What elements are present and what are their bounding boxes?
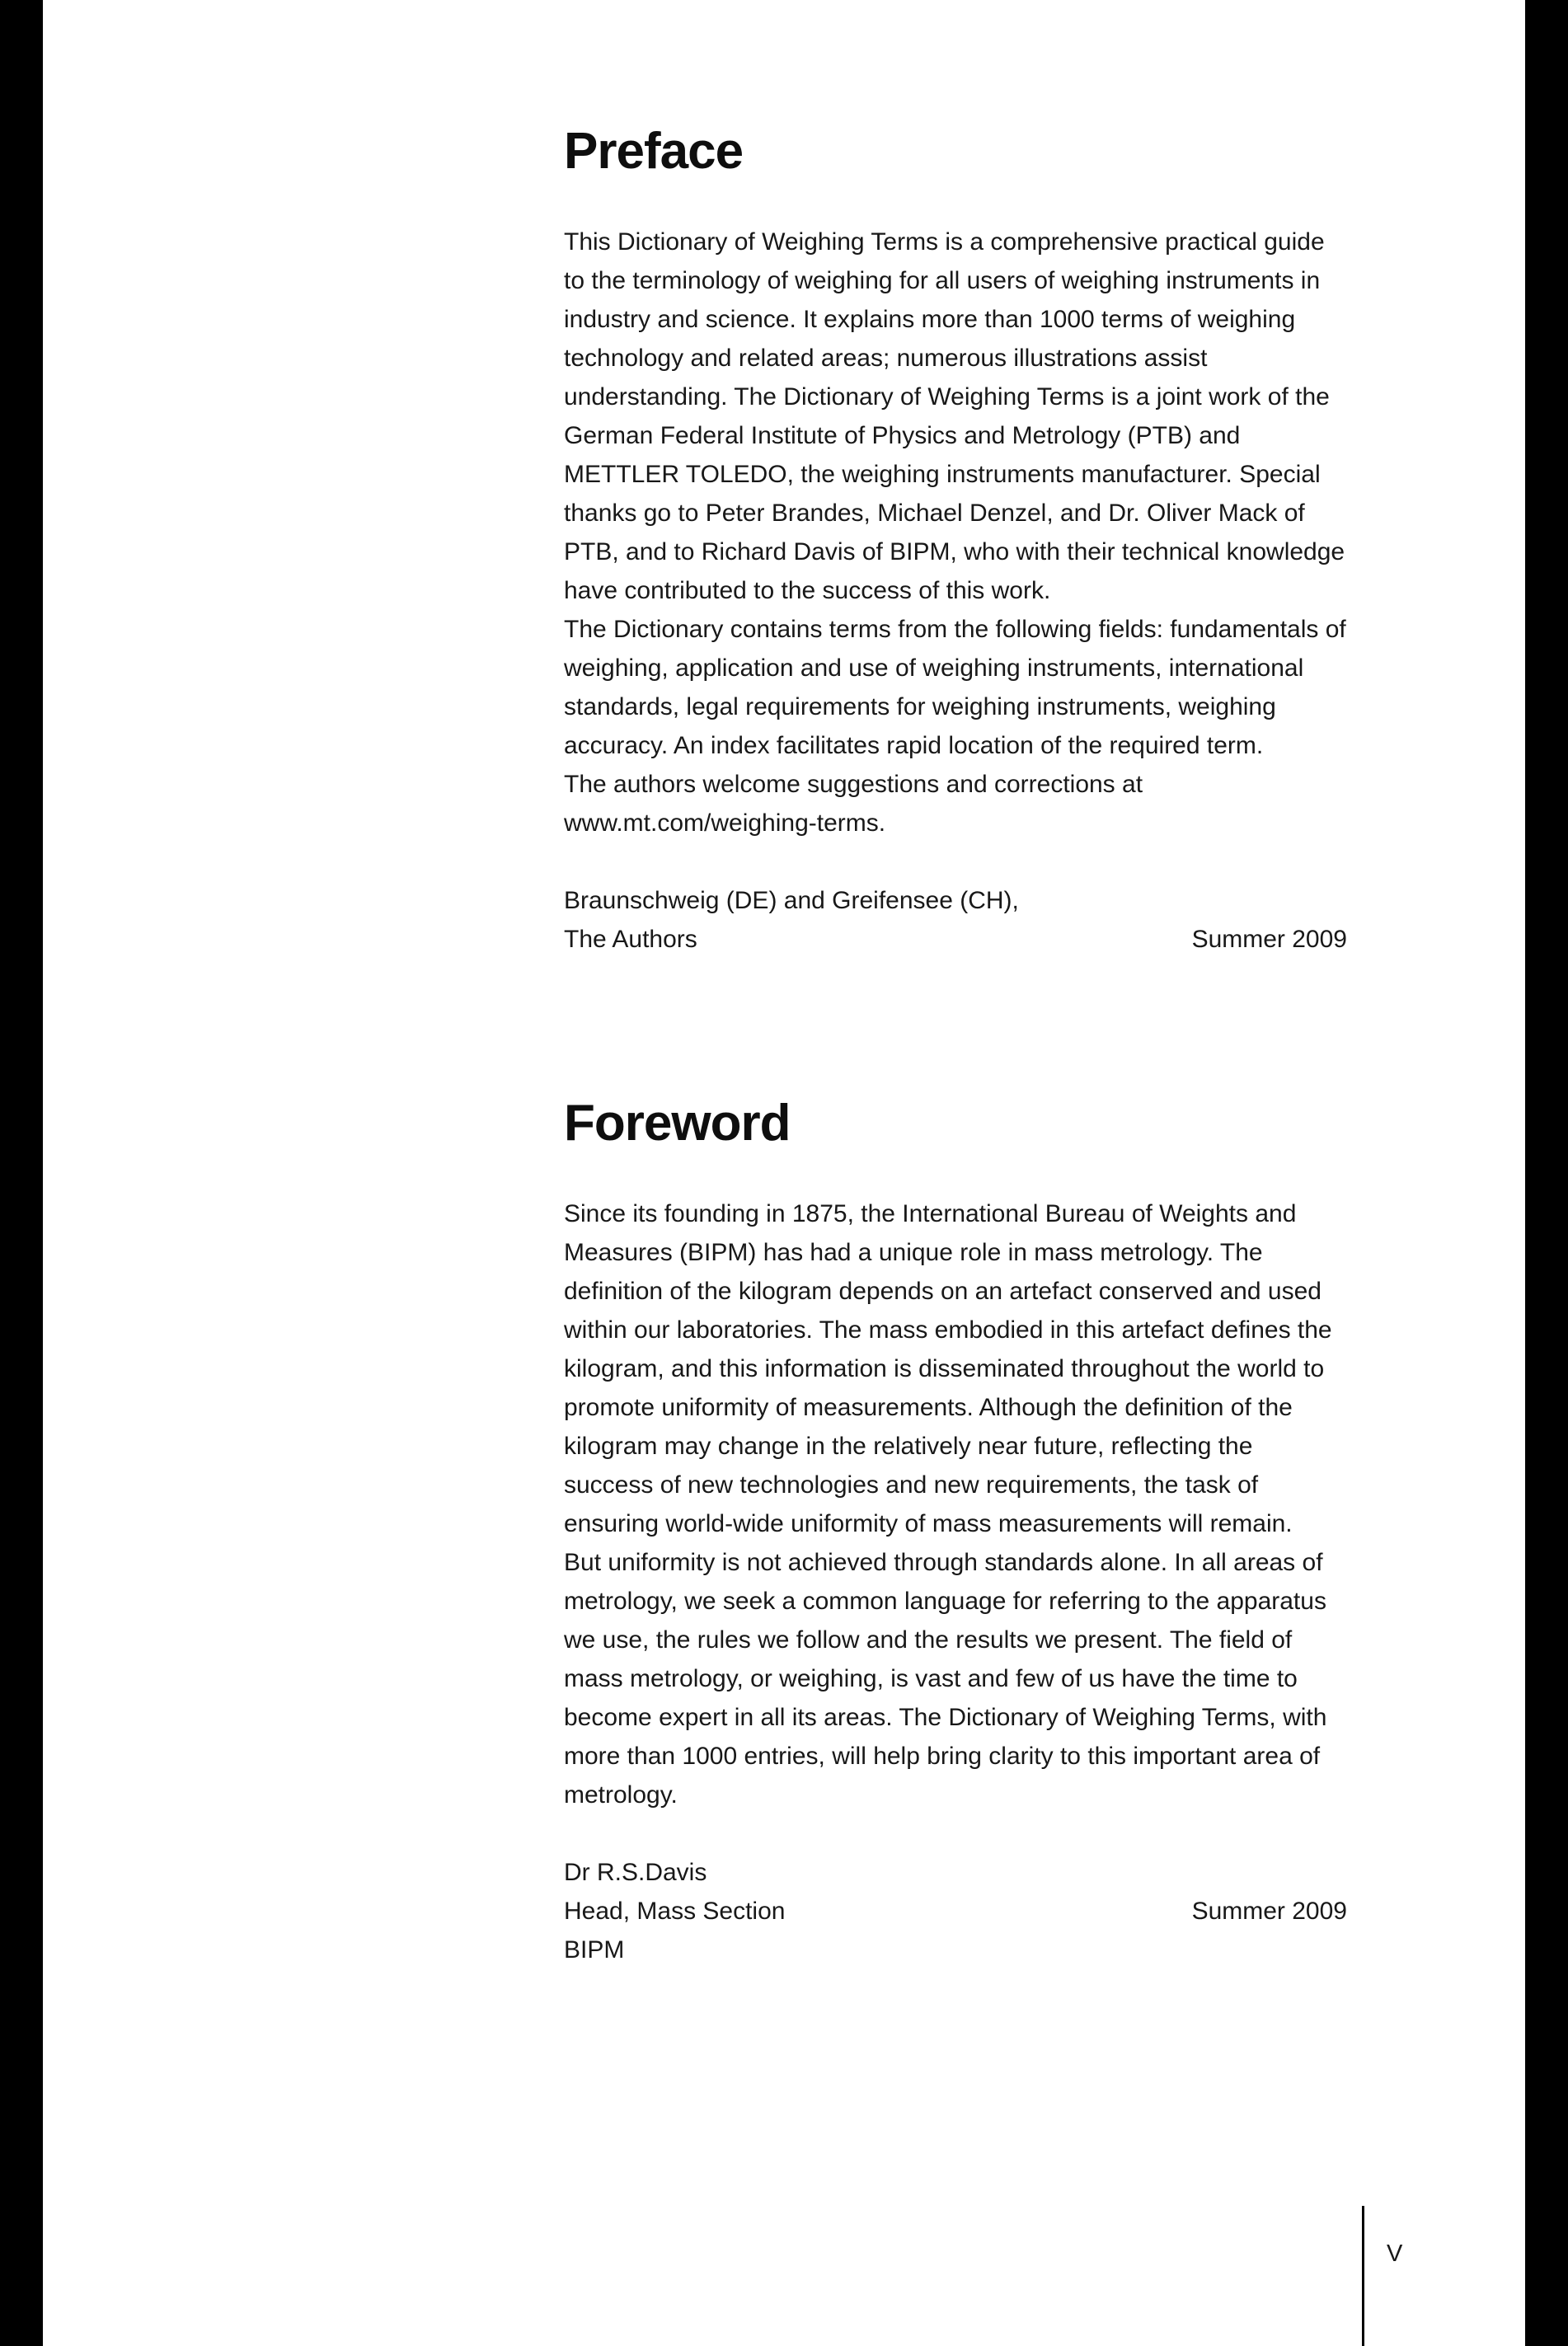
preface-signature-row <box>564 920 1347 959</box>
right-edge-bar <box>1525 0 1568 2346</box>
preface-paragraph-1: This Dictionary of Weighing Terms is a comprehensive practical guide to the terminology of weighing for all users of weighing instruments in industry and science. It explains more than 1000 terms of weighing technology and related areas; numerous illustrations assist understanding. The Dictionary of Weighing Terms is a joint work of the German Federal Institute of Physics and Metrology (PTB) and METTLER TOLEDO, the weighing instruments manufacturer. Special thanks go to Peter Brandes, Michael Denzel, and Dr. Oliver Mack of PTB, and to Richard Davis of BIPM, who with their technical knowledge have contributed to the success of this work. <box>564 228 1345 605</box>
foreword-body <box>564 1194 1347 1814</box>
page-content <box>564 124 1347 1969</box>
page-number: V <box>1387 2240 1403 2267</box>
foreword-signature <box>564 1853 1347 1969</box>
preface-paragraph-2: The Dictionary contains terms from the following fields: fundamentals of weighing, application and use of weighing instruments, international standards, legal requirements for weighing instruments, weighing accuracy. An index facilitates rapid location of the required term. <box>564 616 1346 760</box>
foreword-signature-role: Head, Mass Section <box>564 1898 786 1926</box>
preface-signature-author: The Authors <box>564 926 697 954</box>
foreword-signature-org: BIPM <box>564 1936 625 1964</box>
preface-paragraph-3: The authors welcome suggestions and corrections at www.mt.com/weighing-terms. <box>564 771 1143 838</box>
foreword-signature-name: Dr R.S.Davis <box>564 1859 707 1887</box>
preface-title: Preface <box>564 123 744 180</box>
foreword-signature-row <box>564 1892 1347 1931</box>
preface-body <box>564 223 1347 842</box>
foreword-title: Foreword <box>564 1095 791 1152</box>
left-edge-bar <box>0 0 43 2346</box>
foreword-paragraph-2: But uniformity is not achieved through standards alone. In all areas of metrology, we seek a common language for referring to the apparatus we use, the rules we follow and the results we present. The field of mass metrology, or weighing, is vast and few of us have the time to become expert in all its areas. The Dictionary of Weighing Terms, with more than 1000 entries, will help bring clarity to this important area of metrology. <box>564 1549 1327 1809</box>
preface-signature <box>564 881 1347 959</box>
preface-signature-place: Braunschweig (DE) and Greifensee (CH), <box>564 887 1019 915</box>
foreword-paragraph-1: Since its founding in 1875, the International Bureau of Weights and Measures (BIPM) has had a unique role in mass metrology. The definition of the kilogram depends on an artefact conserved and used within our laboratories. The mass embodied in this artefact defines the kilogram, and this information is disseminated throughout the world to promote uniformity of measurements. Although the definition of the kilogram may change in the relatively near future, reflecting the success of new technologies and new requirements, the task of ensuring world-wide uniformity of mass measurements will remain. <box>564 1200 1332 1538</box>
preface-signature-date: Summer 2009 <box>1191 926 1347 954</box>
page-number-rule <box>1362 2206 1364 2346</box>
foreword-signature-date: Summer 2009 <box>1191 1898 1347 1926</box>
